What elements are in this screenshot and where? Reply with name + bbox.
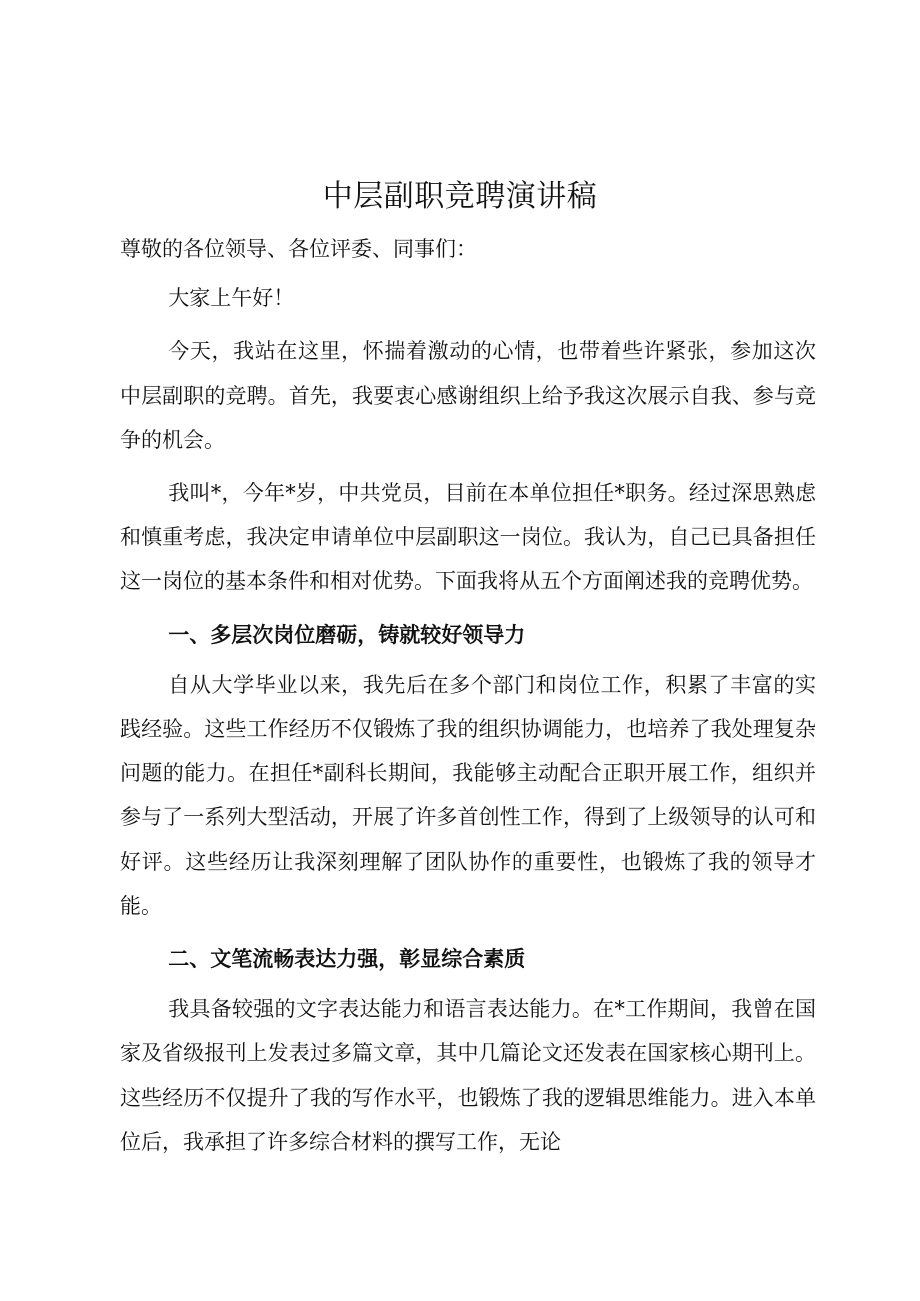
greeting: 大家上午好！ <box>168 286 295 311</box>
paragraph-intro: 今天，我站在这里，怀揣着激动的心情，也带着些许紧张，参加这次中层副职的竞聘。首先，我要衷心感谢组织上给予我这次展示自我、参与竞争的机会。 <box>120 339 816 452</box>
document-title: 中层副职竞聘演讲稿 <box>322 179 598 214</box>
section-heading-2: 二、文笔流畅表达力强，彰显综合素质 <box>168 947 526 972</box>
salutation: 尊敬的各位领导、各位评委、同事们： <box>120 237 477 261</box>
paragraph-self-introduction: 我叫*，今年*岁，中共党员，目前在本单位担任*职务。经过深思熟虑和慎重考虑，我决定申请单位中层副职这一岗位。我认为，自己已具备担任这一岗位的基本条件和相对优势。下面我将从五个方面阐述我的竞聘优势。 <box>120 481 816 594</box>
section-text-1: 自从大学毕业以来，我先后在多个部门和岗位工作，积累了丰富的实践经验。这些工作经历不仅锻炼了我的组织协调能力，也培养了我处理复杂问题的能力。在担任*副科长期间，我能够主动配合正职开展工作，组织并参与了一系列大型活动，开展了许多首创性工作，得到了上级领导的认可和好评。这些经历让我深刻理解了团队协作的重要性，也锻炼了我的领导才能。 <box>120 672 816 918</box>
document-body <box>120 227 816 1173</box>
section-heading-1: 一、多层次岗位磨砺，铸就较好领导力 <box>168 622 526 647</box>
section-text-2: 我具备较强的文字表达能力和语言表达能力。在*工作期间，我曾在国家及省级报刊上发表过多篇文章，其中几篇论文还发表在国家核心期刊上。这些经历不仅提升了我的写作水平，也锻炼了我的逻辑思维能力。进入本单位后，我承担了许多综合材料的撰写工作，无论 <box>120 997 816 1154</box>
